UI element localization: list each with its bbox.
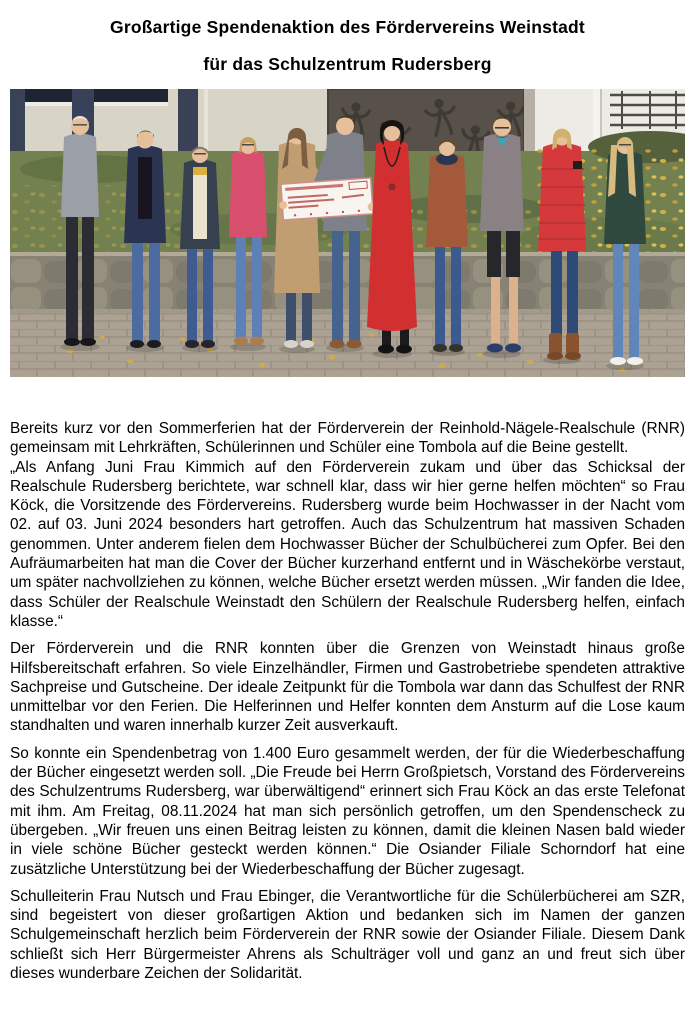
article-paragraph: Der Förderverein und die RNR konnten über die Grenzen von Weinstadt hinaus große Hilfsbereitschaft erfahren. So viele Einzelhändler, Firmen und Gastrobetriebe spendeten attraktive Sachpreise und Gutscheine. Der ideale Zeitpunkt für die Tombola war dann das Schulfest der RNR unmittelbar vor den Ferien. Die Helferinnen und Helfer konnten dem Ansturm auf die Lose kaum standhalten und waren innerhalb kurzer Zeit ausverkauft.: [10, 640, 685, 735]
article-paragraph: Bereits kurz vor den Sommerferien hat der Förderverein der Reinhold-Nägele-Realschule (RNR) gemeinsam mit Lehrkräften, Schülerinnen und Schüler eine Tombola auf die Beine gestellt.: [10, 420, 685, 457]
title-line-2: für das Schulzentrum Rudersberg: [203, 54, 492, 74]
page-title: [0, 0, 695, 76]
donation-check: [278, 178, 376, 221]
article-paragraph: Schulleiterin Frau Nutsch und Frau Ebinger, die Verantwortliche für die Schülerbücherei am SZR, sind begeistert von dieser großartigen Aktion und bedanken sich im Namen der ganzen Schulgemeinschaft herzlich beim Förderverein der RNR sowie der Osiander Filiale. Diesem Dank schließt sich Herr Bürgermeister Ahrens als Schulträger voll und ganz an und freut sich über dieses wunderbare Zeichen der Solidarität.: [10, 887, 685, 983]
article-paragraph: „Als Anfang Juni Frau Kimmich auf den Förderverein zukam und über das Schicksal der Realschule Rudersberg berichtete, war schnell klar, dass wir hier gerne helfen möchten“ so Frau Köck, die Vorsitzende des Fördervereins. Rudersberg wurde beim Hochwasser in der Nacht vom 02. auf 03. Juni 2024 besonders hart getroffen. Auch das Schulzentrum hat massiven Schaden genommen. Unter anderem fielen dem Hochwasser Bücher der Schulbücherei zum Opfer. Bei den Aufräumarbeiten hat man die Cover der Bücher kurzerhand entfernt und in Wäschekörbe verstaut, um später nachvollziehen zu können, welche Bücher ersetzt werden müssen. „Wir fanden die Idee, dass Schüler der Realschule Weinstadt den Schülern der Realschule Rudersberg helfen, einfach klasse.“: [10, 458, 685, 630]
title-line-1: Großartige Spendenaktion des Fördervereins Weinstadt: [110, 17, 585, 37]
group-photo: [10, 89, 685, 377]
article-body: [10, 419, 685, 983]
group-photo-illustration: [10, 89, 685, 377]
article-paragraph: So konnte ein Spendenbetrag von 1.400 Euro gesammelt werden, der für die Wiederbeschaffung der Bücher eingesetzt werden soll. „Die Freude bei Herrn Großpietsch, Vorstand des Fördervereins des Schulzentrums Rudersberg, war überwältigend“ erinnert sich Frau Köck an das erste Telefonat mit ihm. Am Freitag, 08.11.2024 hat man sich persönlich getroffen, um den Spendenscheck zu übergeben. „Wir freuen uns einen Beitrag leisten zu können, damit die kleinen Nasen bald wieder in viele schöne Bücher gesteckt werden können.“ Die Osiander Filiale Schorndorf hat eine zusätzliche Unterstützung bei der Wiederbeschaffung der Bücher zugesagt.: [10, 744, 685, 878]
